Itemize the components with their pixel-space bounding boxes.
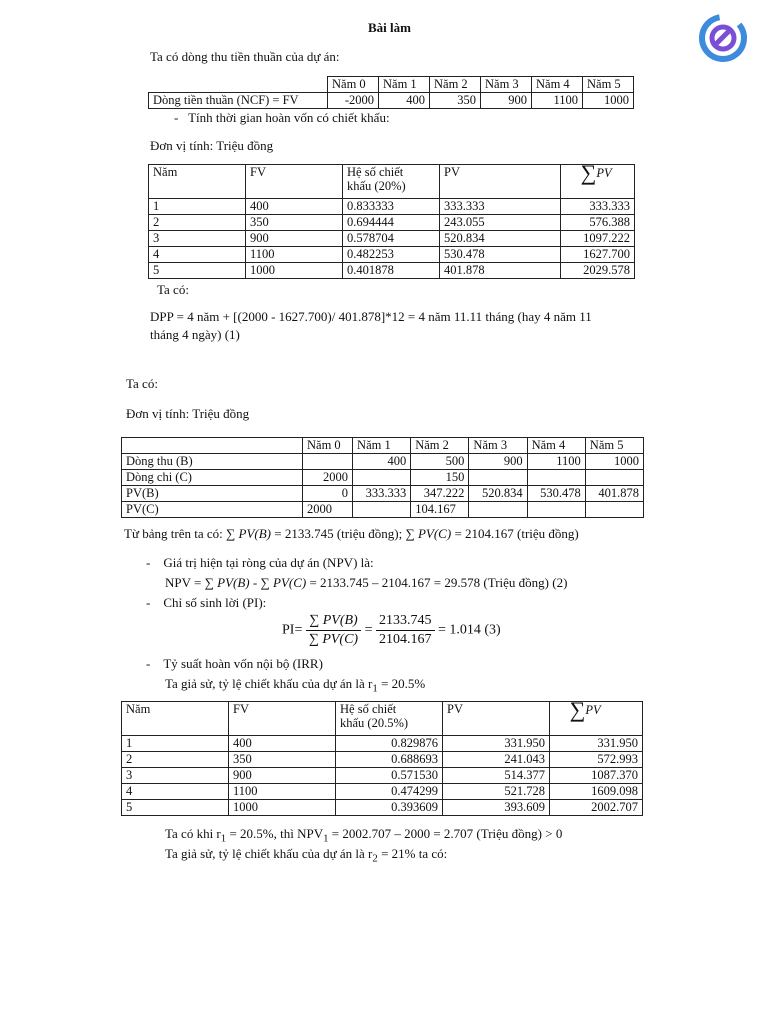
- header-text: FV: [250, 165, 266, 179]
- table-header-cell: [550, 697, 643, 736]
- table-cell: 0: [303, 486, 353, 502]
- table-cell: 0.474299: [336, 784, 443, 800]
- npv-title: Giá trị hiện tại ròng của dự án (NPV) là:: [163, 555, 374, 570]
- table-cell: 393.609: [443, 800, 550, 816]
- unit-label: Đơn vị tính: Triệu đồng: [126, 406, 250, 421]
- table-cell: 243.055: [440, 215, 561, 231]
- table-header-cell: Năm 2: [430, 77, 481, 93]
- header-text: Hệ số chiết: [340, 702, 397, 716]
- irr-title-line: [146, 656, 323, 672]
- table-cell: 1000: [229, 800, 336, 816]
- sigma-symbol: ∑: [225, 526, 236, 541]
- table-cell: 1000: [246, 263, 343, 279]
- header-text: PV: [447, 702, 463, 716]
- table-row: [122, 784, 643, 800]
- table-cell: 331.950: [443, 736, 550, 752]
- pi-numerator: [306, 612, 361, 631]
- taco-text: Ta có:: [157, 282, 189, 297]
- table-cell: 0.578704: [343, 231, 440, 247]
- sigma-symbol: ∑: [204, 575, 214, 590]
- table-cell: 1100: [532, 93, 583, 109]
- bullet-marker: -: [146, 595, 151, 610]
- table-cell: 4: [122, 784, 229, 800]
- table-cell: 3: [149, 231, 246, 247]
- pi-fraction-numeric: [376, 612, 435, 649]
- sum-pvb: PV(B): [238, 526, 271, 541]
- pi-numerator-value: 2133.745: [376, 612, 435, 631]
- table-row: [122, 502, 644, 518]
- table-cell: 2000: [303, 502, 353, 518]
- table-header-cell: [122, 438, 303, 454]
- intro-text: Ta có dòng thu tiền thuần của dự án:: [150, 49, 340, 64]
- table-cell: Dòng thu (B): [122, 454, 303, 470]
- table-header-cell: [149, 77, 328, 93]
- irr-assume: [165, 676, 425, 697]
- table-header-cell: Năm 3: [481, 77, 532, 93]
- table-row: [122, 470, 644, 486]
- table-cell: 400: [353, 454, 411, 470]
- table-row: [122, 768, 643, 784]
- table-cell: -2000: [328, 93, 379, 109]
- header-text: PV: [444, 165, 460, 179]
- npv-pvb: PV(B): [217, 575, 250, 590]
- table-cell: 520.834: [440, 231, 561, 247]
- table-cell: 350: [430, 93, 481, 109]
- pi-denominator-text: PV(C): [322, 632, 359, 647]
- table-cell: Dòng tiền thuần (NCF) = FV: [149, 93, 328, 109]
- bullet-text: Tính thời gian hoàn vốn có chiết khấu:: [188, 110, 390, 125]
- table-cell: 572.993: [550, 752, 643, 768]
- sigma-symbol: ∑: [580, 160, 597, 185]
- bullet-dpp: [174, 110, 390, 126]
- table-row: [149, 247, 635, 263]
- bullet-marker: -: [174, 110, 179, 125]
- table-header-cell: [443, 702, 550, 736]
- dpp-line-2: tháng 4 ngày) (1): [150, 327, 240, 342]
- brand-logo: [697, 12, 749, 64]
- table-cell: 1100: [229, 784, 336, 800]
- pi-title: Chỉ số sinh lời (PI):: [163, 595, 267, 610]
- sigma-symbol: ∑: [308, 632, 319, 647]
- table-cell: 331.950: [550, 736, 643, 752]
- ncf-table: [148, 76, 634, 109]
- table-header-cell: Năm 1: [353, 438, 411, 454]
- sum-mid: = 2104.167 (triệu đồng): [451, 526, 579, 541]
- table-cell: 520.834: [469, 486, 527, 502]
- header-text: Năm: [126, 702, 151, 716]
- table-header-cell: [229, 702, 336, 736]
- table-cell: [353, 470, 411, 486]
- table-cell: [469, 502, 527, 518]
- table-cell: 333.333: [440, 199, 561, 215]
- bullet-marker: -: [146, 555, 151, 570]
- npv-dash: -: [249, 575, 261, 590]
- table-row: [149, 263, 635, 279]
- table-header-cell: [246, 165, 343, 199]
- table-header-cell: Năm 0: [303, 438, 353, 454]
- table-cell: 900: [246, 231, 343, 247]
- table-cell: 530.478: [440, 247, 561, 263]
- pi-formula: PI= $\frac{\sum PV(B)}{\sum PV(C)}$ = $\frac{2133.745}{2104.167}$ = 1.014 (3): [282, 613, 501, 647]
- irr-assume-text: Ta giả sử, tỷ lệ chiết khấu của dự án là r: [165, 676, 373, 691]
- subscript: 1: [323, 832, 329, 845]
- pi-denominator: [306, 631, 361, 649]
- table-cell: 401.878: [440, 263, 561, 279]
- table-cell: 530.478: [527, 486, 585, 502]
- r2-text: Ta giả sử, tỷ lệ chiết khấu của dự án là r: [165, 846, 373, 861]
- table-cell: 0.482253: [343, 247, 440, 263]
- table-header-cell: Năm 3: [469, 438, 527, 454]
- table-row: [149, 199, 635, 215]
- table-cell: 0.694444: [343, 215, 440, 231]
- table-header-cell: [440, 165, 561, 199]
- table-row: [122, 486, 644, 502]
- table-cell: [527, 502, 585, 518]
- npv-rest: = 2133.745 – 2104.167 = 29.578 (Triệu đồng) (2): [306, 575, 568, 590]
- table-cell: 350: [246, 215, 343, 231]
- table-cell: 0.688693: [336, 752, 443, 768]
- table-header-cell: Năm 1: [379, 77, 430, 93]
- r2-line: [165, 846, 447, 867]
- npv-prefix: NPV =: [165, 575, 205, 590]
- table-cell: 350: [229, 752, 336, 768]
- table-cell: 1000: [585, 454, 643, 470]
- table-header-cell: [122, 702, 229, 736]
- subscript: 1: [372, 682, 378, 695]
- pi-numerator-text: PV(B): [322, 613, 358, 628]
- table-cell: 150: [411, 470, 469, 486]
- table-header-row: [122, 702, 643, 736]
- taco-text: Ta có:: [126, 376, 158, 391]
- table-cell: [303, 454, 353, 470]
- table-cell: 514.377: [443, 768, 550, 784]
- table-header-cell: Năm 0: [328, 77, 379, 93]
- discount-table-20: [148, 160, 635, 279]
- table-cell: [353, 502, 411, 518]
- table-cell: [585, 470, 643, 486]
- table-header-cell: [561, 160, 635, 199]
- table-cell: 0.401878: [343, 263, 440, 279]
- table-cell: 2029.578: [561, 263, 635, 279]
- pi-title-line: [146, 595, 266, 611]
- table-cell: 4: [149, 247, 246, 263]
- pi-label: PI=: [282, 622, 303, 638]
- table-cell: 1609.098: [550, 784, 643, 800]
- table-header-row: [122, 438, 644, 454]
- sigma-symbol: ∑: [405, 526, 415, 541]
- table-cell: [469, 470, 527, 486]
- table-cell: PV(B): [122, 486, 303, 502]
- header-text: FV: [233, 702, 249, 716]
- table-cell: 400: [246, 199, 343, 215]
- table-cell: 2002.707: [550, 800, 643, 816]
- table-cell: 401.878: [585, 486, 643, 502]
- sum-line: [124, 526, 579, 542]
- unit-label: Đơn vị tính: Triệu đồng: [150, 138, 274, 153]
- table-cell: 1: [149, 199, 246, 215]
- table-cell: 241.043: [443, 752, 550, 768]
- table-cell: 900: [469, 454, 527, 470]
- table-cell: 2000: [303, 470, 353, 486]
- discount-table-20-5: [121, 697, 643, 816]
- table-row: [149, 231, 635, 247]
- header-text: PV: [585, 703, 601, 717]
- table-cell: 1100: [246, 247, 343, 263]
- table-cell: 0.833333: [343, 199, 440, 215]
- header-text: khấu (20.5%): [340, 716, 409, 730]
- table-header-cell: Năm 4: [527, 438, 585, 454]
- table-header-cell: [336, 702, 443, 736]
- pi-fraction-symbolic: [306, 612, 361, 649]
- table-cell: 521.728: [443, 784, 550, 800]
- table-cell: 576.388: [561, 215, 635, 231]
- sigma-symbol: ∑: [260, 575, 270, 590]
- table-cell: Dòng chi (C): [122, 470, 303, 486]
- table-cell: 400: [229, 736, 336, 752]
- table-cell: 1: [122, 736, 229, 752]
- npv1-text: = 2002.707 – 2000 = 2.707 (Triệu đồng) > 0: [328, 826, 563, 841]
- table-cell: 104.167: [411, 502, 469, 518]
- table-cell: 400: [379, 93, 430, 109]
- header-text: Năm: [153, 165, 178, 179]
- table-header-cell: [149, 165, 246, 199]
- sigma-symbol: ∑: [569, 697, 586, 722]
- bullet-marker: -: [146, 656, 151, 671]
- dpp-line-1: DPP = 4 năm + [(2000 - 1627.700)/ 401.878]*12 = 4 năm 11.11 tháng (hay 4 năm 11: [150, 309, 592, 324]
- table-row: [122, 800, 643, 816]
- table-header-cell: [343, 165, 440, 199]
- table-header-cell: Năm 2: [411, 438, 469, 454]
- table-cell: PV(C): [122, 502, 303, 518]
- table-header-cell: Năm 4: [532, 77, 583, 93]
- npv1-text: = 20.5%, thì NPV: [226, 826, 324, 841]
- r2-text: = 21% ta có:: [377, 846, 448, 861]
- table-cell: 2: [122, 752, 229, 768]
- table-cell: 5: [149, 263, 246, 279]
- sum-prefix: Từ bảng trên ta có:: [124, 526, 226, 541]
- table-row: [122, 454, 644, 470]
- table-cell: 900: [229, 768, 336, 784]
- table-cell: 5: [122, 800, 229, 816]
- irr-assume-value: = 20.5%: [377, 676, 426, 691]
- table-cell: 347.222: [411, 486, 469, 502]
- table-header-row: [149, 165, 635, 199]
- header-text: PV: [596, 166, 612, 180]
- table-header-cell: Năm 5: [585, 438, 643, 454]
- npv1-line: [165, 826, 562, 847]
- table-cell: 3: [122, 768, 229, 784]
- table-header-cell: Năm 5: [583, 77, 634, 93]
- npv-title-line: [146, 555, 374, 571]
- npv-formula: [165, 575, 567, 591]
- page-title: Bài làm: [368, 20, 411, 35]
- table-cell: 1627.700: [561, 247, 635, 263]
- table-cell: 900: [481, 93, 532, 109]
- table-cell: [585, 502, 643, 518]
- table-row: [122, 736, 643, 752]
- table-cell: 1087.370: [550, 768, 643, 784]
- table-cell: 2: [149, 215, 246, 231]
- table-cell: 1100: [527, 454, 585, 470]
- table-cell: 0.393609: [336, 800, 443, 816]
- subscript: 2: [372, 852, 378, 865]
- table-cell: 333.333: [561, 199, 635, 215]
- sigma-symbol: ∑: [309, 613, 320, 628]
- table-cell: 500: [411, 454, 469, 470]
- pi-denominator-value: 2104.167: [379, 632, 432, 647]
- table-cell: 333.333: [353, 486, 411, 502]
- table-cell: 1000: [583, 93, 634, 109]
- table-header-row: [149, 77, 634, 93]
- table-cell: [527, 470, 585, 486]
- table-cell: 0.829876: [336, 736, 443, 752]
- pi-result: = 1.014 (3): [438, 622, 501, 638]
- table-row: [122, 752, 643, 768]
- table-row: [149, 215, 635, 231]
- npv1-text: Ta có khi r: [165, 826, 221, 841]
- benefit-cost-table: [121, 437, 644, 518]
- table-cell: 0.571530: [336, 768, 443, 784]
- table-cell: 1097.222: [561, 231, 635, 247]
- sum-pvc: PV(C): [417, 526, 452, 541]
- irr-title: Tỷ suất hoàn vốn nội bộ (IRR): [163, 656, 323, 671]
- sum-mid: = 2133.745 (triệu đồng);: [271, 526, 406, 541]
- table-row: [149, 93, 634, 109]
- header-text: Hệ số chiết: [347, 165, 404, 179]
- subscript: 1: [220, 832, 227, 845]
- header-text: khấu (20%): [347, 179, 406, 193]
- npv-pvc: PV(C): [273, 575, 307, 590]
